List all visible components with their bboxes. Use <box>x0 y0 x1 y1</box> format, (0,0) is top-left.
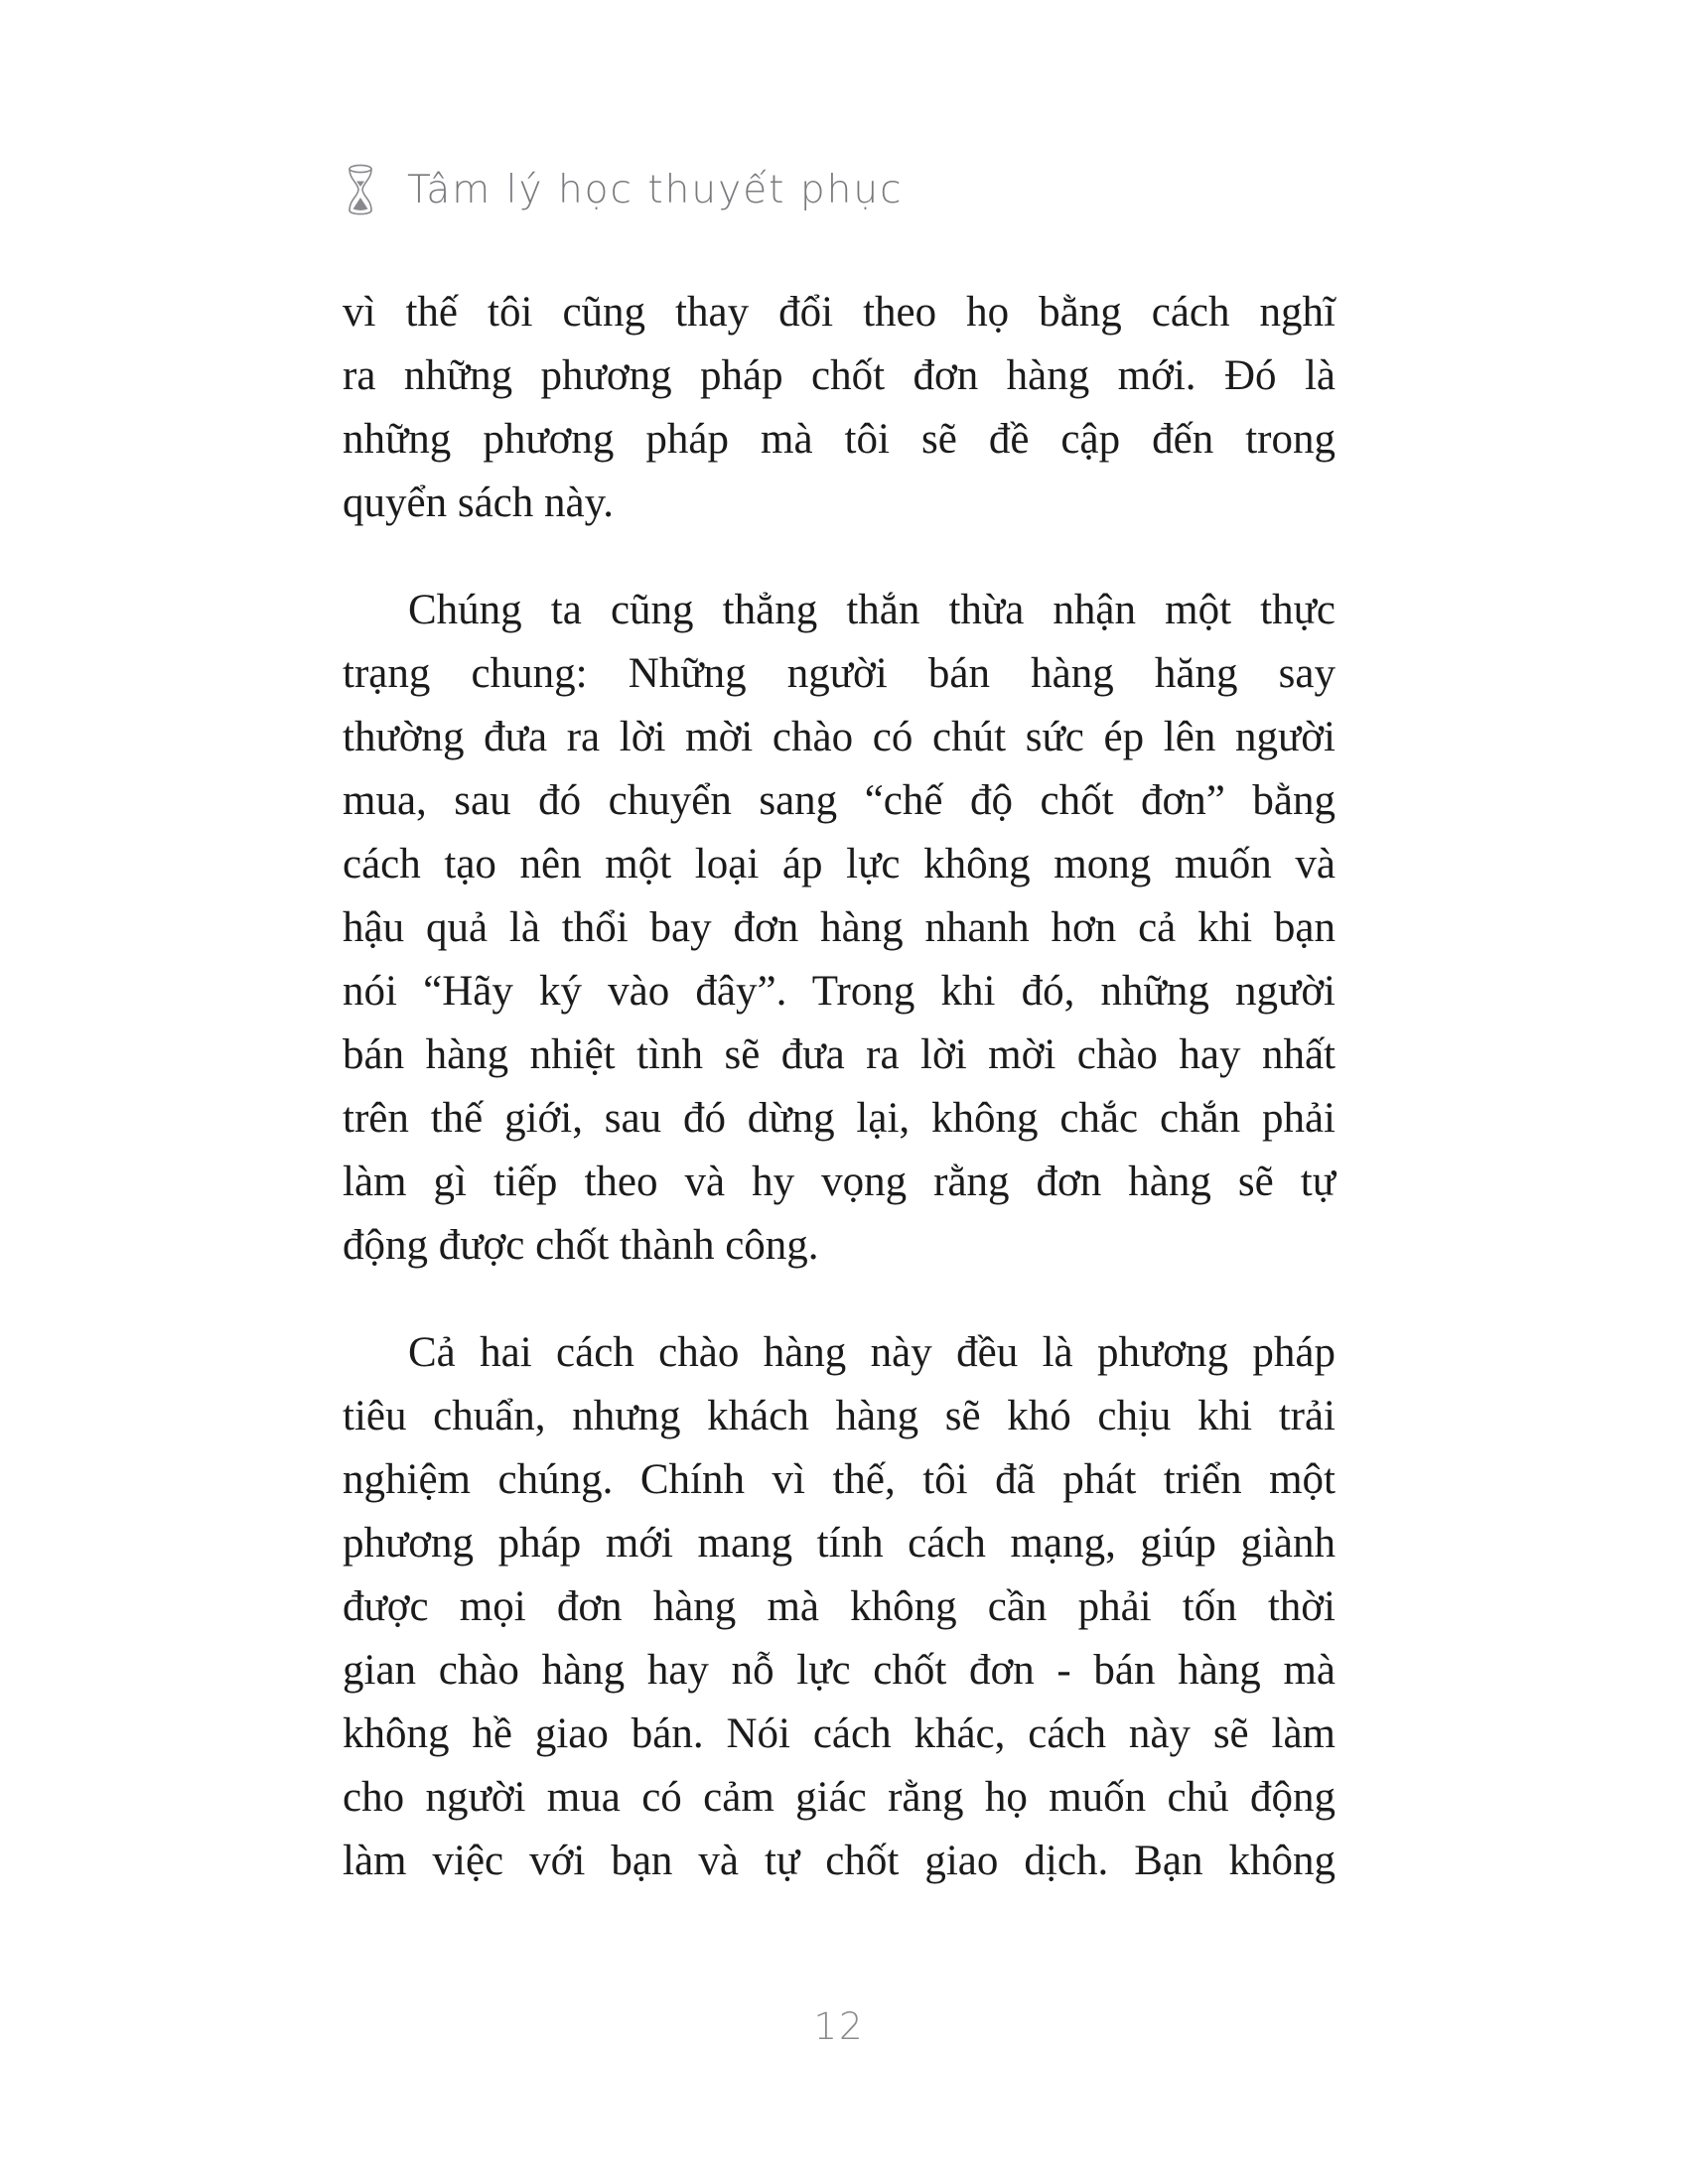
text-line: vì thế tôi cũng thay đổi theo họ bằng cách nghĩ <box>343 289 1336 336</box>
text-line: động được chốt thành công. <box>343 1222 819 1269</box>
text-line: quyển sách này. <box>343 479 615 526</box>
hourglass-icon <box>348 164 373 215</box>
text-line: bán hàng nhiệt tình sẽ đưa ra lời mời chào hay nhất <box>343 1031 1336 1078</box>
paragraph <box>343 579 1336 1278</box>
text-line: làm gì tiếp theo và hy vọng rằng đơn hàng sẽ tự <box>343 1159 1336 1205</box>
text-line: Chúng ta cũng thẳng thắn thừa nhận một thực <box>408 587 1336 633</box>
text-line: làm việc với bạn và tự chốt giao dịch. Bạn không <box>343 1838 1336 1884</box>
text-line: được mọi đơn hàng mà không cần phải tốn thời <box>343 1583 1336 1630</box>
text-line: trạng chung: Những người bán hàng hăng say <box>343 650 1336 697</box>
body-text <box>343 281 1336 1893</box>
text-line: mua, sau đó chuyển sang “chế độ chốt đơn” bằng <box>343 777 1336 824</box>
header-title: Tâm lý học thuyết phục <box>407 167 904 212</box>
paragraph <box>343 281 1336 535</box>
text-line: tiêu chuẩn, nhưng khách hàng sẽ khó chịu khi trải <box>343 1393 1336 1439</box>
text-line: cách tạo nên một loại áp lực không mong muốn và <box>343 841 1336 887</box>
text-line: hậu quả là thổi bay đơn hàng nhanh hơn cả khi bạn <box>343 904 1336 951</box>
text-line: phương pháp mới mang tính cách mạng, giúp giành <box>343 1520 1336 1567</box>
text-line: ra những phương pháp chốt đơn hàng mới. Đó là <box>343 352 1336 399</box>
text-line: nghiệm chúng. Chính vì thế, tôi đã phát triển một <box>343 1456 1336 1503</box>
text-line: thường đưa ra lời mời chào có chút sức ép lên người <box>343 714 1336 760</box>
running-header <box>348 162 904 217</box>
text-line: Cả hai cách chào hàng này đều là phương pháp <box>408 1329 1336 1376</box>
text-line: nói “Hãy ký vào đây”. Trong khi đó, những người <box>343 968 1336 1015</box>
paragraph <box>343 1321 1336 1893</box>
text-line: không hề giao bán. Nói cách khác, cách này sẽ làm <box>343 1710 1336 1757</box>
text-line: gian chào hàng hay nỗ lực chốt đơn - bán hàng mà <box>343 1647 1336 1694</box>
page-number: 12 <box>813 2005 865 2048</box>
text-line: những phương pháp mà tôi sẽ đề cập đến trong <box>343 416 1336 463</box>
text-line: cho người mua có cảm giác rằng họ muốn chủ động <box>343 1774 1336 1821</box>
text-line: trên thế giới, sau đó dừng lại, không chắc chắn phải <box>343 1095 1336 1142</box>
